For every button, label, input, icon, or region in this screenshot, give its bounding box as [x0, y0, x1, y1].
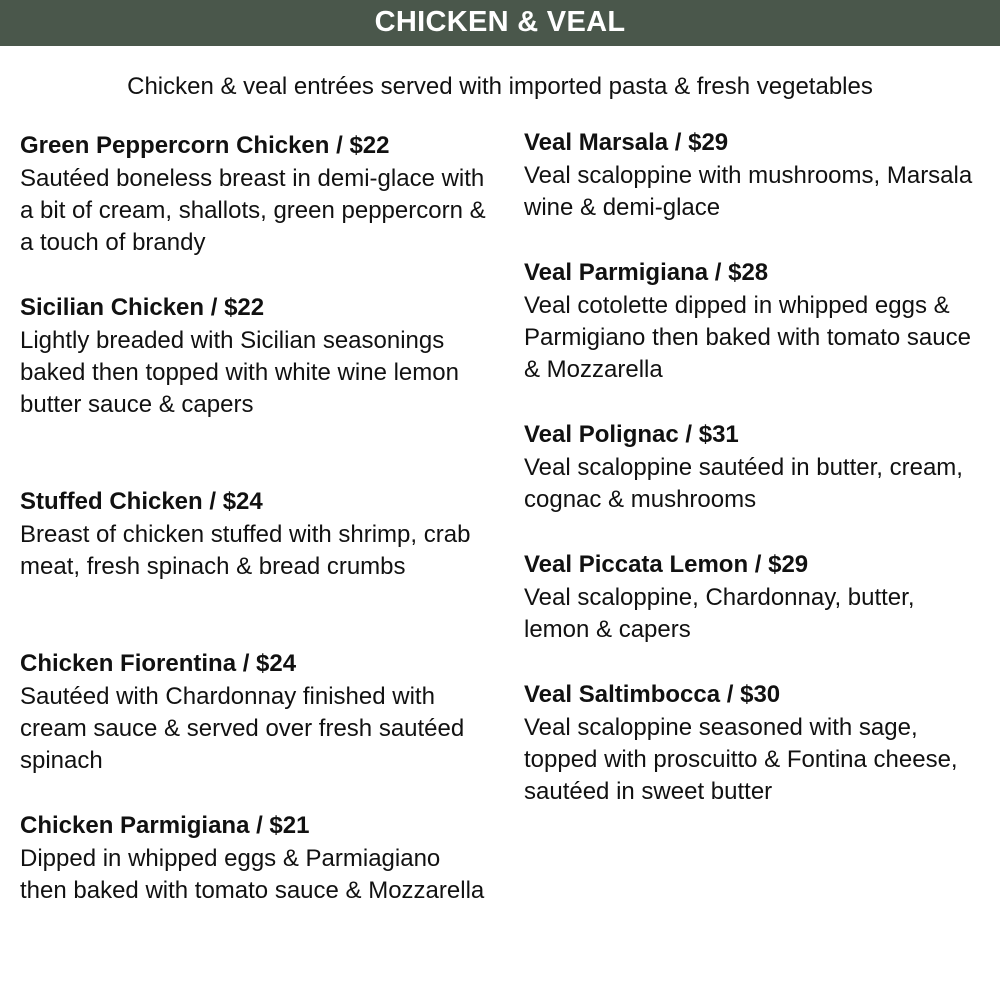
menu-item — [524, 679, 984, 808]
item-name: Veal Polignac / $31 — [524, 421, 739, 448]
item-description: Sautéed with Chardonnay finished with cream sauce & served over fresh sautéed spinach — [20, 683, 465, 774]
menu-item — [20, 292, 490, 421]
item-description: Veal scaloppine, Chardonnay, butter, lemon & capers — [524, 584, 915, 643]
item-description: Veal scaloppine seasoned with sage, topped with proscuitto & Fontina cheese, sautéed in sweet butter — [524, 714, 958, 805]
item-name: Sicilian Chicken / $22 — [20, 294, 265, 321]
item-description: Veal scaloppine with mushrooms, Marsala wine & demi-glace — [524, 162, 973, 221]
item-name: Veal Saltimbocca / $30 — [524, 681, 781, 708]
item-description: Dipped in whipped eggs & Parmiagiano then baked with tomato sauce & Mozzarella — [20, 845, 485, 904]
menu-subtitle: Chicken & veal entrées served with imported pasta & fresh vegetables — [127, 73, 873, 100]
item-name: Chicken Parmigiana / $21 — [20, 812, 310, 839]
item-description: Veal cotolette dipped in whipped eggs & Parmigiano then baked with tomato sauce & Mozzarella — [524, 292, 971, 383]
item-description: Sautéed boneless breast in demi-glace with a bit of cream, shallots, green peppercorn & a touch of brandy — [20, 165, 486, 256]
item-name: Green Peppercorn Chicken / $22 — [20, 132, 390, 159]
item-name: Veal Marsala / $29 — [524, 129, 729, 156]
item-description: Veal scaloppine sautéed in butter, cream, cognac & mushrooms — [524, 454, 963, 513]
menu-item — [524, 127, 984, 224]
menu-item — [20, 486, 490, 583]
item-name: Veal Piccata Lemon / $29 — [524, 551, 809, 578]
menu-item — [20, 810, 490, 907]
item-name: Chicken Fiorentina / $24 — [20, 650, 297, 677]
menu-item — [524, 549, 984, 646]
menu-item — [20, 648, 490, 777]
header-bar — [0, 0, 1000, 46]
item-name: Veal Parmigiana / $28 — [524, 259, 769, 286]
menu-item — [524, 419, 984, 516]
item-name: Stuffed Chicken / $24 — [20, 488, 263, 515]
page-title: CHICKEN & VEAL — [374, 6, 626, 38]
item-description: Lightly breaded with Sicilian seasonings baked then topped with white wine lemon butter sauce & capers — [20, 327, 459, 418]
menu-item — [524, 257, 984, 386]
item-description: Breast of chicken stuffed with shrimp, crab meat, fresh spinach & bread crumbs — [20, 521, 471, 580]
menu-item — [20, 130, 490, 259]
